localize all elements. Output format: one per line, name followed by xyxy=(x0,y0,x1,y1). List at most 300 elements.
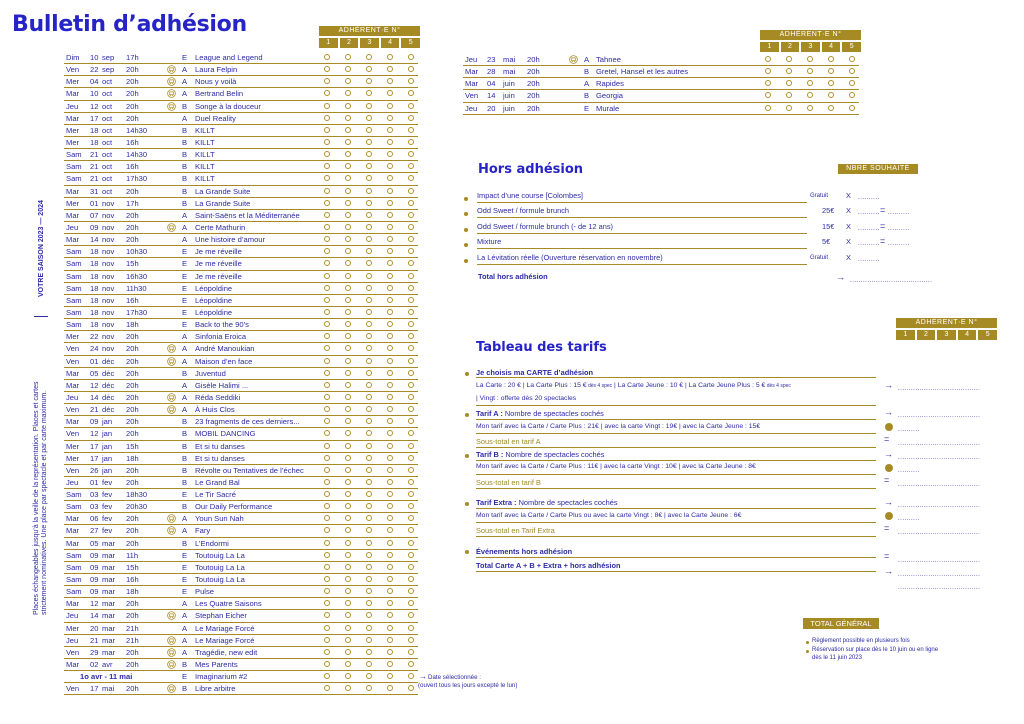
adherent-checkbox[interactable] xyxy=(408,297,414,303)
adherent-checkbox[interactable] xyxy=(387,248,393,254)
adherent-checkbox[interactable] xyxy=(324,540,330,546)
adherent-checkbox[interactable] xyxy=(408,637,414,643)
adherent-checkbox[interactable] xyxy=(324,649,330,655)
adherent-checkbox[interactable] xyxy=(408,309,414,315)
adherent-checkbox[interactable] xyxy=(324,297,330,303)
adherent-checkbox[interactable] xyxy=(345,236,351,242)
adherent-checkbox[interactable] xyxy=(366,430,372,436)
adherent-checkbox[interactable] xyxy=(408,503,414,509)
adherent-checkbox[interactable] xyxy=(345,382,351,388)
adherent-checkbox[interactable] xyxy=(408,345,414,351)
adherent-checkbox[interactable] xyxy=(408,78,414,84)
adherent-checkbox[interactable] xyxy=(408,260,414,266)
adherent-checkbox[interactable] xyxy=(366,527,372,533)
adherent-checkbox[interactable] xyxy=(345,321,351,327)
adherent-checkbox[interactable] xyxy=(828,105,834,111)
adherent-checkbox[interactable] xyxy=(366,321,372,327)
adherent-checkbox[interactable] xyxy=(324,103,330,109)
adherent-checkbox[interactable] xyxy=(366,588,372,594)
adherent-checkbox[interactable] xyxy=(387,66,393,72)
adherent-checkbox[interactable] xyxy=(387,175,393,181)
hors-item-qty-field[interactable]: .......... xyxy=(858,195,880,201)
adherent-checkbox[interactable] xyxy=(408,673,414,679)
adherent-checkbox[interactable] xyxy=(387,576,393,582)
adherent-checkbox[interactable] xyxy=(408,188,414,194)
adherent-checkbox[interactable] xyxy=(408,685,414,691)
adherent-checkbox[interactable] xyxy=(366,600,372,606)
adherent-checkbox[interactable] xyxy=(324,394,330,400)
adherent-checkbox[interactable] xyxy=(387,467,393,473)
adherent-checkbox[interactable] xyxy=(387,564,393,570)
adherent-checkbox[interactable] xyxy=(345,661,351,667)
adherent-checkbox[interactable] xyxy=(387,333,393,339)
adherent-checkbox[interactable] xyxy=(366,260,372,266)
hors-item-qty-field[interactable]: .......... xyxy=(858,257,880,263)
adherent-checkbox[interactable] xyxy=(408,139,414,145)
adherent-checkbox[interactable] xyxy=(786,56,792,62)
adherent-checkbox[interactable] xyxy=(387,418,393,424)
adherent-checkbox[interactable] xyxy=(345,115,351,121)
adherent-checkbox[interactable] xyxy=(366,66,372,72)
adherent-checkbox[interactable] xyxy=(345,418,351,424)
adherent-checkbox[interactable] xyxy=(324,467,330,473)
adherent-checkbox[interactable] xyxy=(408,370,414,376)
adherent-checkbox[interactable] xyxy=(345,430,351,436)
adherent-checkbox[interactable] xyxy=(387,491,393,497)
adherent-checkbox[interactable] xyxy=(345,345,351,351)
adherent-checkbox[interactable] xyxy=(345,515,351,521)
adherent-checkbox[interactable] xyxy=(324,188,330,194)
adherent-checkbox[interactable] xyxy=(828,68,834,74)
adherent-checkbox[interactable] xyxy=(828,92,834,98)
adherent-checkbox[interactable] xyxy=(387,394,393,400)
adherent-checkbox[interactable] xyxy=(324,625,330,631)
adherent-checkbox[interactable] xyxy=(408,600,414,606)
adherent-checkbox[interactable] xyxy=(408,455,414,461)
adherent-checkbox[interactable] xyxy=(387,552,393,558)
adherent-checkbox[interactable] xyxy=(366,78,372,84)
adherent-checkbox[interactable] xyxy=(345,540,351,546)
adherent-checkbox[interactable] xyxy=(408,612,414,618)
adherent-checkbox[interactable] xyxy=(345,600,351,606)
adherent-checkbox[interactable] xyxy=(345,649,351,655)
adherent-checkbox[interactable] xyxy=(324,248,330,254)
adherent-checkbox[interactable] xyxy=(387,200,393,206)
adherent-checkbox[interactable] xyxy=(366,394,372,400)
adherent-checkbox[interactable] xyxy=(387,139,393,145)
adherent-checkbox[interactable] xyxy=(366,382,372,388)
adherent-checkbox[interactable] xyxy=(387,612,393,618)
adherent-checkbox[interactable] xyxy=(408,552,414,558)
adherent-checkbox[interactable] xyxy=(408,248,414,254)
adherent-checkbox[interactable] xyxy=(387,527,393,533)
adherent-checkbox[interactable] xyxy=(366,90,372,96)
hors-item-qty-field[interactable]: .......... xyxy=(858,226,880,232)
adherent-checkbox[interactable] xyxy=(387,649,393,655)
adherent-checkbox[interactable] xyxy=(324,661,330,667)
adherent-checkbox[interactable] xyxy=(366,273,372,279)
adherent-checkbox[interactable] xyxy=(387,345,393,351)
adherent-checkbox[interactable] xyxy=(408,212,414,218)
adherent-checkbox[interactable] xyxy=(324,115,330,121)
adherent-checkbox[interactable] xyxy=(807,105,813,111)
adherent-checkbox[interactable] xyxy=(324,212,330,218)
adherent-checkbox[interactable] xyxy=(408,515,414,521)
adherent-checkbox[interactable] xyxy=(366,515,372,521)
adherent-checkbox[interactable] xyxy=(387,285,393,291)
adherent-checkbox[interactable] xyxy=(387,127,393,133)
adherent-checkbox[interactable] xyxy=(366,188,372,194)
adherent-checkbox[interactable] xyxy=(324,127,330,133)
adherent-checkbox[interactable] xyxy=(324,576,330,582)
adherent-checkbox[interactable] xyxy=(387,260,393,266)
adherent-checkbox[interactable] xyxy=(366,54,372,60)
adherent-checkbox[interactable] xyxy=(366,673,372,679)
adherent-checkbox[interactable] xyxy=(765,68,771,74)
adherent-checkbox[interactable] xyxy=(408,588,414,594)
adherent-checkbox[interactable] xyxy=(366,151,372,157)
adherent-checkbox[interactable] xyxy=(345,455,351,461)
adherent-checkbox[interactable] xyxy=(324,612,330,618)
adherent-checkbox[interactable] xyxy=(366,564,372,570)
adherent-checkbox[interactable] xyxy=(345,588,351,594)
adherent-checkbox[interactable] xyxy=(408,382,414,388)
adherent-checkbox[interactable] xyxy=(387,685,393,691)
tarif-extra-count-field[interactable]: ...................................... xyxy=(898,503,981,509)
adherent-checkbox[interactable] xyxy=(408,285,414,291)
adherent-checkbox[interactable] xyxy=(387,358,393,364)
adherent-checkbox[interactable] xyxy=(366,297,372,303)
adherent-checkbox[interactable] xyxy=(366,491,372,497)
adherent-checkbox[interactable] xyxy=(366,333,372,339)
tarif-extra-price-field[interactable]: .......... xyxy=(898,516,920,522)
adherent-checkbox[interactable] xyxy=(387,151,393,157)
adherent-checkbox[interactable] xyxy=(324,418,330,424)
adherent-checkbox[interactable] xyxy=(345,673,351,679)
adherent-checkbox[interactable] xyxy=(345,491,351,497)
adherent-checkbox[interactable] xyxy=(345,188,351,194)
adherent-checkbox[interactable] xyxy=(345,406,351,412)
adherent-checkbox[interactable] xyxy=(345,54,351,60)
adherent-checkbox[interactable] xyxy=(765,105,771,111)
adherent-checkbox[interactable] xyxy=(345,564,351,570)
adherent-checkbox[interactable] xyxy=(345,309,351,315)
adherent-checkbox[interactable] xyxy=(408,479,414,485)
adherent-checkbox[interactable] xyxy=(408,406,414,412)
adherent-checkbox[interactable] xyxy=(366,443,372,449)
adherent-checkbox[interactable] xyxy=(387,661,393,667)
adherent-checkbox[interactable] xyxy=(324,333,330,339)
adherent-checkbox[interactable] xyxy=(345,66,351,72)
adherent-checkbox[interactable] xyxy=(324,552,330,558)
adherent-checkbox[interactable] xyxy=(345,285,351,291)
tarif-a-count-field[interactable]: ...................................... xyxy=(898,413,981,419)
adherent-checkbox[interactable] xyxy=(849,56,855,62)
adherent-checkbox[interactable] xyxy=(408,224,414,230)
adherent-checkbox[interactable] xyxy=(387,163,393,169)
tarif-b-subtotal-field[interactable]: ...................................... xyxy=(898,482,981,488)
adherent-checkbox[interactable] xyxy=(345,479,351,485)
adherent-checkbox[interactable] xyxy=(366,455,372,461)
adherent-checkbox[interactable] xyxy=(408,443,414,449)
adherent-checkbox[interactable] xyxy=(786,105,792,111)
adherent-checkbox[interactable] xyxy=(366,552,372,558)
adherent-checkbox[interactable] xyxy=(366,540,372,546)
adherent-checkbox[interactable] xyxy=(324,285,330,291)
adherent-checkbox[interactable] xyxy=(324,588,330,594)
adherent-checkbox[interactable] xyxy=(345,443,351,449)
total-hors-field[interactable]: ...................................... xyxy=(850,278,933,284)
adherent-checkbox[interactable] xyxy=(324,151,330,157)
adherent-checkbox[interactable] xyxy=(345,78,351,84)
adherent-checkbox[interactable] xyxy=(345,175,351,181)
adherent-checkbox[interactable] xyxy=(366,175,372,181)
adherent-checkbox[interactable] xyxy=(324,455,330,461)
adherent-checkbox[interactable] xyxy=(366,127,372,133)
total-carte-field-2[interactable]: ...................................... xyxy=(898,585,981,591)
adherent-checkbox[interactable] xyxy=(324,406,330,412)
adherent-checkbox[interactable] xyxy=(324,491,330,497)
adherent-checkbox[interactable] xyxy=(366,612,372,618)
adherent-checkbox[interactable] xyxy=(324,139,330,145)
hors-item-qty-field[interactable]: .......... xyxy=(858,210,880,216)
adherent-checkbox[interactable] xyxy=(366,309,372,315)
adherent-checkbox[interactable] xyxy=(366,236,372,242)
adherent-checkbox[interactable] xyxy=(345,212,351,218)
hors-item-total-field[interactable]: .......... xyxy=(888,241,910,247)
adherent-checkbox[interactable] xyxy=(345,552,351,558)
adherent-checkbox[interactable] xyxy=(408,625,414,631)
adherent-checkbox[interactable] xyxy=(345,127,351,133)
adherent-checkbox[interactable] xyxy=(324,382,330,388)
adherent-checkbox[interactable] xyxy=(324,564,330,570)
adherent-checkbox[interactable] xyxy=(408,115,414,121)
adherent-checkbox[interactable] xyxy=(366,576,372,582)
adherent-checkbox[interactable] xyxy=(324,309,330,315)
adherent-checkbox[interactable] xyxy=(366,370,372,376)
adherent-checkbox[interactable] xyxy=(387,115,393,121)
adherent-checkbox[interactable] xyxy=(324,175,330,181)
adherent-checkbox[interactable] xyxy=(324,527,330,533)
adherent-checkbox[interactable] xyxy=(408,54,414,60)
adherent-checkbox[interactable] xyxy=(387,321,393,327)
adherent-checkbox[interactable] xyxy=(366,224,372,230)
adherent-checkbox[interactable] xyxy=(324,321,330,327)
adherent-checkbox[interactable] xyxy=(408,358,414,364)
adherent-checkbox[interactable] xyxy=(324,66,330,72)
adherent-checkbox[interactable] xyxy=(366,467,372,473)
adherent-checkbox[interactable] xyxy=(408,200,414,206)
adherent-checkbox[interactable] xyxy=(345,576,351,582)
adherent-checkbox[interactable] xyxy=(345,200,351,206)
adherent-checkbox[interactable] xyxy=(345,527,351,533)
adherent-checkbox[interactable] xyxy=(387,212,393,218)
adherent-checkbox[interactable] xyxy=(324,345,330,351)
tarif-b-count-field[interactable]: ...................................... xyxy=(898,455,981,461)
adherent-checkbox[interactable] xyxy=(324,236,330,242)
adherent-checkbox[interactable] xyxy=(408,649,414,655)
adherent-checkbox[interactable] xyxy=(366,345,372,351)
adherent-checkbox[interactable] xyxy=(408,175,414,181)
hors-item-qty-field[interactable]: .......... xyxy=(858,241,880,247)
adherent-checkbox[interactable] xyxy=(765,80,771,86)
adherent-checkbox[interactable] xyxy=(324,515,330,521)
adherent-checkbox[interactable] xyxy=(408,66,414,72)
adherent-checkbox[interactable] xyxy=(387,515,393,521)
adherent-checkbox[interactable] xyxy=(345,333,351,339)
adherent-checkbox[interactable] xyxy=(366,358,372,364)
adherent-checkbox[interactable] xyxy=(408,527,414,533)
adherent-checkbox[interactable] xyxy=(408,273,414,279)
adherent-checkbox[interactable] xyxy=(387,479,393,485)
adherent-checkbox[interactable] xyxy=(324,443,330,449)
adherent-checkbox[interactable] xyxy=(324,673,330,679)
adherent-checkbox[interactable] xyxy=(387,370,393,376)
adherent-checkbox[interactable] xyxy=(345,273,351,279)
hors-item-total-field[interactable]: .......... xyxy=(888,226,910,232)
adherent-checkbox[interactable] xyxy=(828,80,834,86)
adherent-checkbox[interactable] xyxy=(387,600,393,606)
adherent-checkbox[interactable] xyxy=(408,321,414,327)
adherent-checkbox[interactable] xyxy=(324,430,330,436)
adherent-checkbox[interactable] xyxy=(387,224,393,230)
adherent-checkbox[interactable] xyxy=(366,625,372,631)
adherent-checkbox[interactable] xyxy=(387,297,393,303)
tarif-a-price-field[interactable]: .......... xyxy=(898,427,920,433)
adherent-checkbox[interactable] xyxy=(387,382,393,388)
adherent-checkbox[interactable] xyxy=(408,540,414,546)
adherent-checkbox[interactable] xyxy=(366,649,372,655)
adherent-checkbox[interactable] xyxy=(345,637,351,643)
adherent-checkbox[interactable] xyxy=(765,56,771,62)
adherent-checkbox[interactable] xyxy=(366,285,372,291)
adherent-checkbox[interactable] xyxy=(408,491,414,497)
adherent-checkbox[interactable] xyxy=(387,455,393,461)
adherent-checkbox[interactable] xyxy=(408,333,414,339)
adherent-checkbox[interactable] xyxy=(387,236,393,242)
events-field[interactable]: ...................................... xyxy=(898,558,981,564)
carte-field[interactable]: ...................................... xyxy=(898,386,981,392)
adherent-checkbox[interactable] xyxy=(324,358,330,364)
adherent-checkbox[interactable] xyxy=(345,685,351,691)
adherent-checkbox[interactable] xyxy=(366,685,372,691)
adherent-checkbox[interactable] xyxy=(408,564,414,570)
adherent-checkbox[interactable] xyxy=(387,540,393,546)
adherent-checkbox[interactable] xyxy=(345,297,351,303)
adherent-checkbox[interactable] xyxy=(786,92,792,98)
tarif-b-price-field[interactable]: .......... xyxy=(898,468,920,474)
tarif-extra-subtotal-field[interactable]: ...................................... xyxy=(898,530,981,536)
adherent-checkbox[interactable] xyxy=(366,406,372,412)
adherent-checkbox[interactable] xyxy=(324,224,330,230)
adherent-checkbox[interactable] xyxy=(786,68,792,74)
adherent-checkbox[interactable] xyxy=(324,637,330,643)
adherent-checkbox[interactable] xyxy=(387,503,393,509)
adherent-checkbox[interactable] xyxy=(849,105,855,111)
adherent-checkbox[interactable] xyxy=(345,224,351,230)
adherent-checkbox[interactable] xyxy=(345,248,351,254)
adherent-checkbox[interactable] xyxy=(408,418,414,424)
adherent-checkbox[interactable] xyxy=(849,80,855,86)
adherent-checkbox[interactable] xyxy=(366,637,372,643)
adherent-checkbox[interactable] xyxy=(324,600,330,606)
adherent-checkbox[interactable] xyxy=(366,139,372,145)
adherent-checkbox[interactable] xyxy=(408,127,414,133)
adherent-checkbox[interactable] xyxy=(324,370,330,376)
adherent-checkbox[interactable] xyxy=(387,588,393,594)
adherent-checkbox[interactable] xyxy=(324,90,330,96)
adherent-checkbox[interactable] xyxy=(849,92,855,98)
adherent-checkbox[interactable] xyxy=(387,309,393,315)
adherent-checkbox[interactable] xyxy=(387,90,393,96)
adherent-checkbox[interactable] xyxy=(387,430,393,436)
adherent-checkbox[interactable] xyxy=(345,260,351,266)
hors-item-total-field[interactable]: .......... xyxy=(888,210,910,216)
tarif-a-subtotal-field[interactable]: ...................................... xyxy=(898,441,981,447)
adherent-checkbox[interactable] xyxy=(849,68,855,74)
adherent-checkbox[interactable] xyxy=(408,394,414,400)
total-carte-field[interactable]: ...................................... xyxy=(898,572,981,578)
adherent-checkbox[interactable] xyxy=(387,625,393,631)
adherent-checkbox[interactable] xyxy=(408,151,414,157)
adherent-checkbox[interactable] xyxy=(366,200,372,206)
adherent-checkbox[interactable] xyxy=(324,54,330,60)
adherent-checkbox[interactable] xyxy=(366,248,372,254)
adherent-checkbox[interactable] xyxy=(408,661,414,667)
adherent-checkbox[interactable] xyxy=(366,479,372,485)
adherent-checkbox[interactable] xyxy=(366,212,372,218)
adherent-checkbox[interactable] xyxy=(408,90,414,96)
adherent-checkbox[interactable] xyxy=(345,503,351,509)
adherent-checkbox[interactable] xyxy=(387,406,393,412)
adherent-checkbox[interactable] xyxy=(387,273,393,279)
adherent-checkbox[interactable] xyxy=(366,503,372,509)
adherent-checkbox[interactable] xyxy=(408,467,414,473)
adherent-checkbox[interactable] xyxy=(387,78,393,84)
adherent-checkbox[interactable] xyxy=(807,68,813,74)
adherent-checkbox[interactable] xyxy=(387,443,393,449)
adherent-checkbox[interactable] xyxy=(345,612,351,618)
adherent-checkbox[interactable] xyxy=(324,260,330,266)
adherent-checkbox[interactable] xyxy=(408,236,414,242)
adherent-checkbox[interactable] xyxy=(807,92,813,98)
adherent-checkbox[interactable] xyxy=(828,56,834,62)
adherent-checkbox[interactable] xyxy=(366,163,372,169)
adherent-checkbox[interactable] xyxy=(807,56,813,62)
adherent-checkbox[interactable] xyxy=(345,151,351,157)
adherent-checkbox[interactable] xyxy=(345,163,351,169)
adherent-checkbox[interactable] xyxy=(387,673,393,679)
adherent-checkbox[interactable] xyxy=(345,358,351,364)
adherent-checkbox[interactable] xyxy=(387,54,393,60)
adherent-checkbox[interactable] xyxy=(324,479,330,485)
adherent-checkbox[interactable] xyxy=(387,103,393,109)
adherent-checkbox[interactable] xyxy=(786,80,792,86)
adherent-checkbox[interactable] xyxy=(366,418,372,424)
adherent-checkbox[interactable] xyxy=(345,90,351,96)
adherent-checkbox[interactable] xyxy=(366,103,372,109)
adherent-checkbox[interactable] xyxy=(408,430,414,436)
adherent-checkbox[interactable] xyxy=(324,78,330,84)
adherent-checkbox[interactable] xyxy=(345,467,351,473)
adherent-checkbox[interactable] xyxy=(324,200,330,206)
adherent-checkbox[interactable] xyxy=(387,188,393,194)
adherent-checkbox[interactable] xyxy=(345,139,351,145)
adherent-checkbox[interactable] xyxy=(345,370,351,376)
adherent-checkbox[interactable] xyxy=(345,625,351,631)
adherent-checkbox[interactable] xyxy=(345,103,351,109)
adherent-checkbox[interactable] xyxy=(366,115,372,121)
